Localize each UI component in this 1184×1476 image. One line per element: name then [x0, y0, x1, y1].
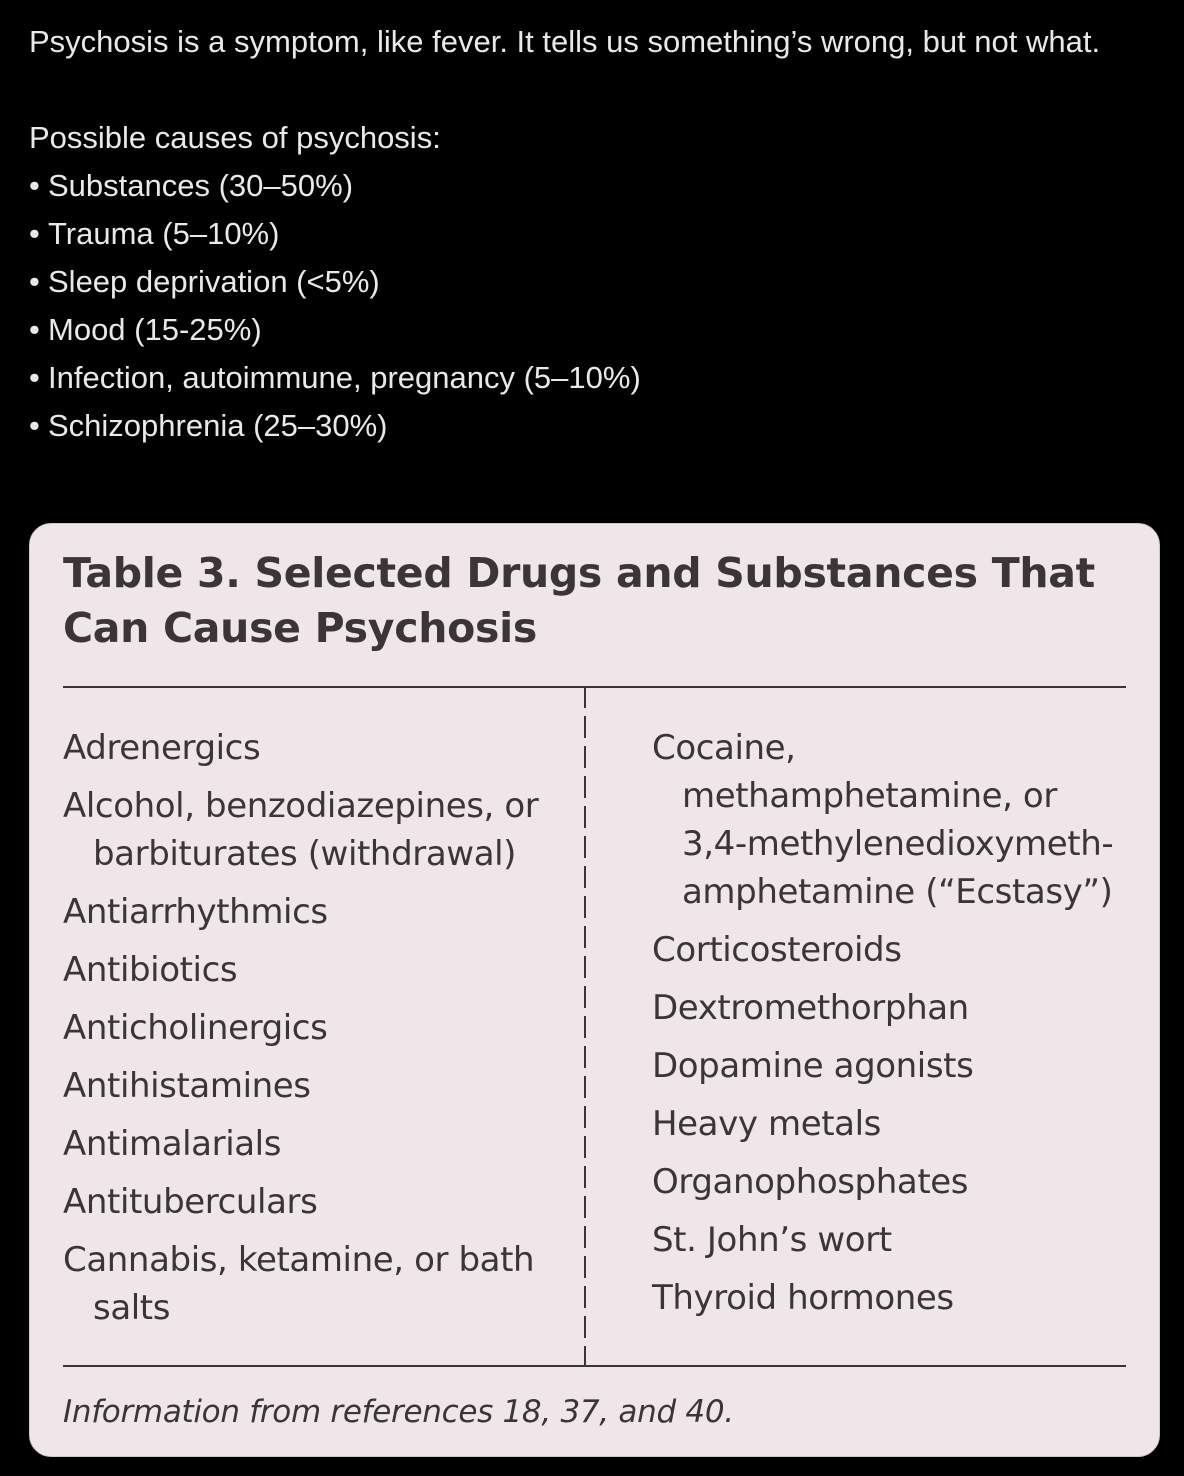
list-item: [29, 354, 1159, 402]
table-left-column: [63, 724, 553, 1342]
cause-label: Sleep deprivation (<5%): [48, 264, 380, 299]
column-divider: [584, 686, 586, 1367]
list-item: [29, 306, 1159, 354]
table-cell: Antiarrhythmics: [63, 892, 328, 932]
table-cell: Dextromethorphan: [652, 988, 969, 1028]
causes-heading: Possible causes of psychosis:: [29, 120, 441, 155]
cause-label: Schizophrenia (25–30%): [48, 408, 388, 443]
table-cell: Antituberculars: [63, 1182, 318, 1222]
cause-label: Infection, autoimmune, pregnancy (5–10%): [48, 360, 641, 395]
list-item: [29, 162, 1159, 210]
bullet-glyph: •: [29, 168, 40, 203]
table-cell: St. John’s wort: [652, 1220, 892, 1260]
bullet-glyph: •: [29, 264, 40, 299]
list-item: [29, 258, 1159, 306]
table-top-rule: [63, 686, 1126, 688]
bullet-glyph: •: [29, 216, 40, 251]
cause-label: Substances (30–50%): [48, 168, 354, 203]
cause-label: Mood (15-25%): [48, 312, 262, 347]
bullet-glyph: •: [29, 312, 40, 347]
list-item: [29, 402, 1159, 450]
list-item: [29, 210, 1159, 258]
table-image-card[interactable]: [29, 523, 1160, 1457]
table-title: Table 3. Selected Drugs and Substances That Can Cause Psychosis: [63, 549, 1095, 652]
causes-list: [29, 162, 1159, 450]
table-cell: Anticholinergics: [63, 1008, 328, 1048]
table-cell: Organophosphates: [652, 1162, 969, 1202]
table-cell: Antibiotics: [63, 950, 238, 990]
post-intro: Psychosis is a symptom, like fever. It tells us something’s wrong, but not what.: [29, 24, 1101, 59]
table-cell: Cocaine, methamphetamine, or 3,4-methylenedioxymeth-amphetamine (“Ecstasy”): [652, 728, 1114, 912]
table-cell: Corticosteroids: [652, 930, 902, 970]
table-right-column: [652, 724, 1132, 1332]
paragraph-gap: [29, 66, 1159, 114]
table-cell: Dopamine agonists: [652, 1046, 974, 1086]
table-cell: Thyroid hormones: [652, 1278, 954, 1318]
table-cell: Alcohol, benzodiazepines, or barbiturates (withdrawal): [63, 786, 539, 874]
bullet-glyph: •: [29, 360, 40, 395]
table-cell: Cannabis, ketamine, or bath salts: [63, 1240, 535, 1328]
cause-label: Trauma (5–10%): [48, 216, 280, 251]
table-cell: Adrenergics: [63, 728, 261, 768]
table-cell: Antihistamines: [63, 1066, 311, 1106]
table-bottom-rule: [63, 1365, 1126, 1367]
table-cell: Heavy metals: [652, 1104, 881, 1144]
table-cell: Antimalarials: [63, 1124, 282, 1164]
post-text: [29, 18, 1159, 450]
table-footnote: Information from references 18, 37, and 40.: [63, 1394, 734, 1430]
bullet-glyph: •: [29, 408, 40, 443]
